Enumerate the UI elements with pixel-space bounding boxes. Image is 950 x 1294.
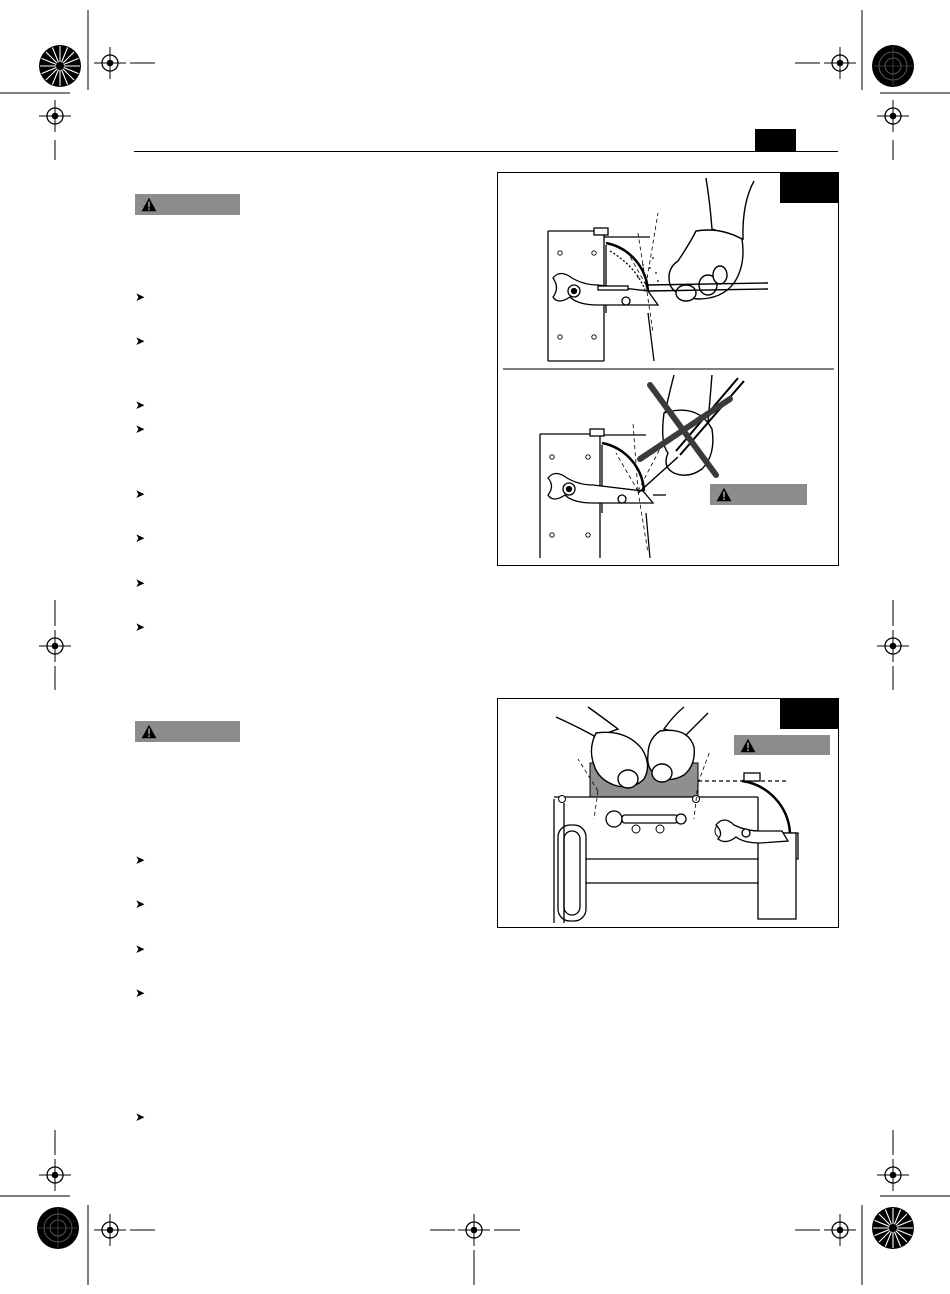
arrow-bullet-icon: ➤	[135, 986, 146, 1000]
warning-triangle-icon	[740, 738, 756, 753]
warning-label-bar	[734, 735, 830, 755]
crop-registration-mark-icon	[824, 47, 856, 79]
crop-registration-mark-icon	[877, 100, 909, 132]
crop-registration-mark-icon	[39, 630, 71, 662]
arrow-bullet-icon: ➤	[135, 487, 146, 501]
arrow-bullet-icon: ➤	[135, 942, 146, 956]
crop-registration-mark-icon	[877, 1159, 909, 1191]
arrow-bullet-icon: ➤	[135, 1110, 146, 1124]
warning-triangle-icon	[141, 197, 157, 212]
crop-registration-mark-icon	[824, 1214, 856, 1246]
figure-1	[497, 172, 839, 566]
arrow-bullet-icon: ➤	[135, 290, 146, 304]
arrow-bullet-icon: ➤	[135, 576, 146, 590]
radial-color-target-icon	[37, 1207, 79, 1249]
arrow-bullet-icon: ➤	[135, 422, 146, 436]
crop-registration-mark-icon	[39, 1159, 71, 1191]
radial-color-target-icon	[872, 1207, 914, 1249]
crop-registration-mark-icon	[877, 630, 909, 662]
planer-grinding-illustration	[498, 699, 840, 929]
arrow-bullet-icon: ➤	[135, 334, 146, 348]
tool-rest-bottom	[548, 474, 666, 504]
warning-label-bar	[710, 484, 807, 505]
wrench-icon	[606, 811, 686, 827]
radial-color-target-icon	[872, 45, 914, 87]
radial-color-target-icon	[39, 45, 81, 87]
warning-label-bar	[135, 194, 240, 215]
warning-triangle-icon	[141, 724, 157, 739]
arrow-bullet-icon: ➤	[135, 398, 146, 412]
warning-triangle-icon	[716, 487, 732, 502]
header-rule	[134, 151, 838, 152]
crop-registration-mark-icon	[94, 47, 126, 79]
arrow-bullet-icon: ➤	[135, 620, 146, 634]
page-number-box	[755, 129, 796, 152]
warning-label-bar	[135, 721, 240, 742]
arrow-bullet-icon: ➤	[135, 531, 146, 545]
crop-registration-mark-icon	[458, 1214, 490, 1246]
arrow-bullet-icon: ➤	[135, 853, 146, 867]
tool-rest-figure-2	[716, 820, 788, 843]
crop-registration-mark-icon	[94, 1214, 126, 1246]
gloved-hand-top	[669, 178, 754, 301]
grinding-illustration	[498, 173, 840, 567]
figure-2	[497, 698, 839, 928]
arrow-bullet-icon: ➤	[135, 897, 146, 911]
crop-registration-mark-icon	[39, 100, 71, 132]
spark-dots-top	[637, 257, 659, 282]
